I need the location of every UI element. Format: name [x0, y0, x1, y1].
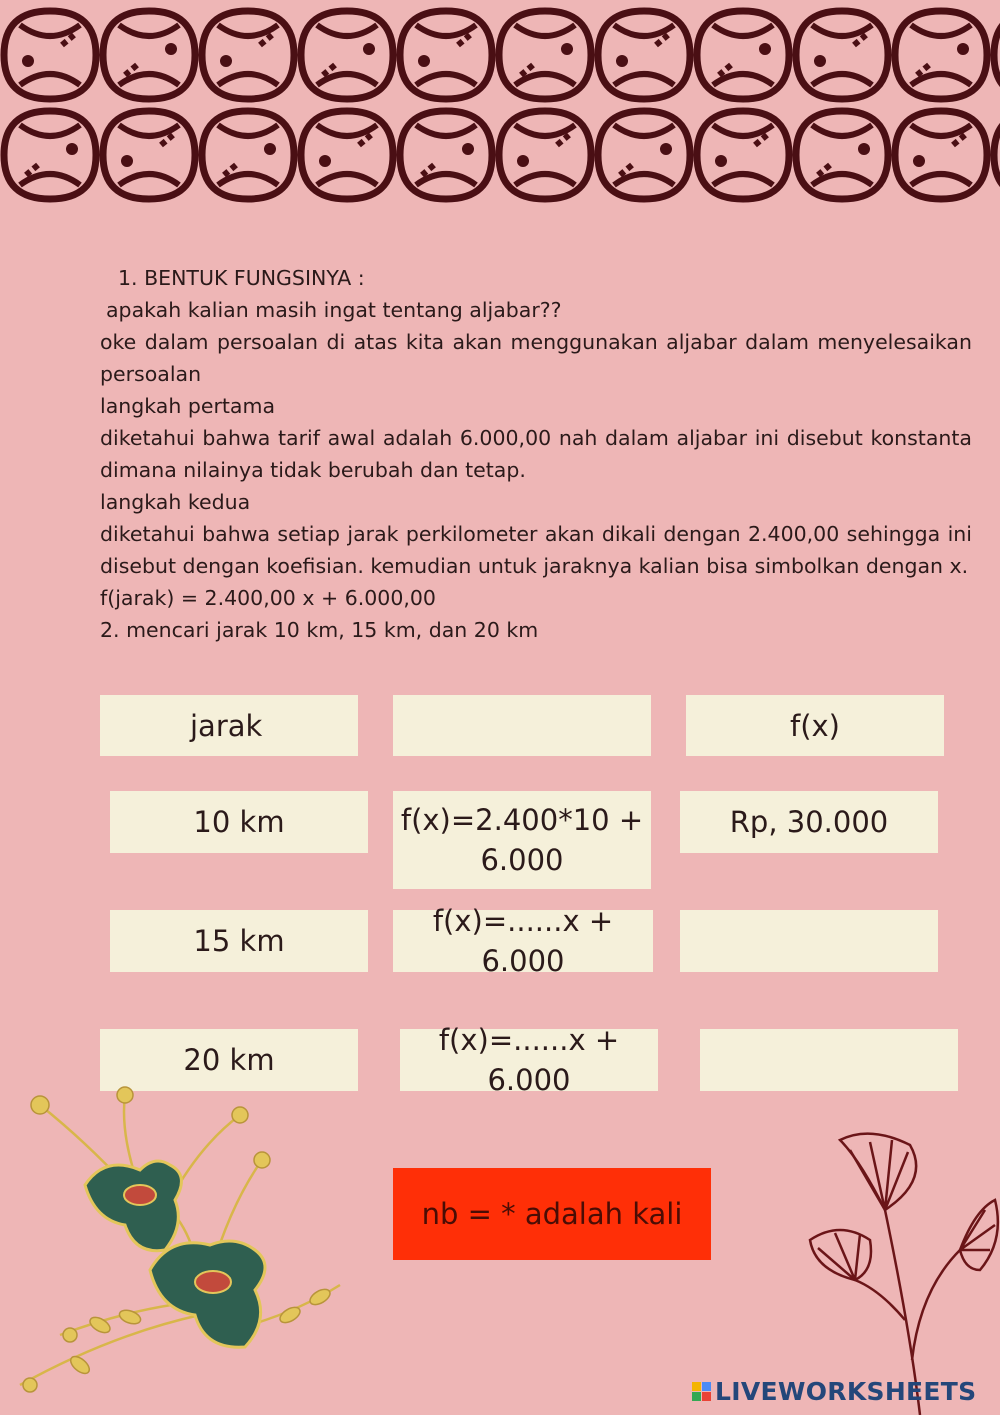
row3-result-input[interactable]: [700, 1028, 958, 1092]
row3-jarak-label: 20 km: [183, 1043, 275, 1077]
row2-result-input[interactable]: [680, 909, 938, 973]
row1-formula: [393, 791, 651, 889]
text-line: apakah kalian masih ingat tentang aljabar??: [106, 298, 562, 322]
row1-formula-line2: 6.000: [480, 843, 564, 877]
text-line: diketahui bahwa tarif awal adalah 6.000,00 nah dalam aljabar ini disebut konstanta dimana nilainya tidak berubah dan tetap.: [100, 426, 972, 482]
row1-formula-line1: f(x)=2.400*10 +: [400, 803, 644, 837]
batik-motif: [400, 11, 492, 99]
batik-motif: [499, 11, 591, 99]
header-fx: [686, 695, 944, 756]
batik-motif: [598, 11, 690, 99]
row3-formula-label: f(x)=......x + 6.000: [438, 1023, 620, 1097]
row3-formula: [400, 1023, 658, 1097]
batik-motif: [994, 11, 1000, 99]
batik-motif: [697, 111, 789, 199]
batik-motif: [895, 111, 987, 199]
function-formula: f(jarak) = 2.400,00 x + 6.000,00: [100, 586, 436, 610]
liveworksheets-logo-icon: [692, 1382, 711, 1401]
batik-motif: [301, 11, 393, 99]
batik-motif: [400, 111, 492, 199]
text-line: oke dalam persoalan di atas kita akan menggunakan aljabar dalam menyelesaikan persoalan: [100, 330, 972, 386]
header-jarak-label: jarak: [190, 708, 263, 743]
batik-motif: [697, 11, 789, 99]
batik-motif: [301, 111, 393, 199]
row2-formula: [393, 904, 653, 978]
logo-text: LIVEWORKSHEETS: [715, 1376, 977, 1406]
batik-motif: [994, 111, 1000, 199]
row3-result-field[interactable]: [700, 1029, 958, 1091]
row2-result-field[interactable]: [680, 910, 938, 972]
batik-motif: [796, 111, 888, 199]
header-blank: [393, 695, 651, 756]
batik-motif: [895, 11, 987, 99]
batik-motif: [796, 11, 888, 99]
batik-motif: [4, 111, 96, 199]
liveworksheets-logo: [692, 1376, 976, 1406]
row1-jarak-label: 10 km: [193, 805, 285, 839]
section-heading-2: 2. mencari jarak 10 km, 15 km, dan 20 km: [100, 618, 539, 642]
batik-motif: [598, 111, 690, 199]
section-heading: 1. BENTUK FUNGSINYA :: [118, 266, 365, 290]
row1-jarak: [110, 791, 368, 853]
row3-jarak: [100, 1029, 358, 1091]
note-text: nb = * adalah kali: [421, 1197, 683, 1231]
batik-motif: [202, 111, 294, 199]
flower-illustration: [0, 1085, 360, 1415]
row1-result: [680, 791, 938, 853]
row1-result-label: Rp, 30.000: [729, 805, 889, 839]
batik-border-pattern: [0, 0, 1000, 212]
batik-motif: [4, 11, 96, 99]
text-line: langkah pertama: [100, 394, 276, 418]
batik-motif: [103, 111, 195, 199]
row2-formula-label: f(x)=......x + 6.000: [432, 904, 614, 978]
note-box: [393, 1168, 711, 1260]
batik-motif: [202, 11, 294, 99]
ginkgo-leaf-illustration: [800, 1130, 1000, 1415]
row2-jarak: [110, 910, 368, 972]
batik-motif: [499, 111, 591, 199]
text-line: diketahui bahwa setiap jarak perkilometer akan dikali dengan 2.400,00 sehingga ini disebut dengan koefisian. kemudian untuk jaraknya kalian bisa simbolkan dengan x.: [100, 522, 972, 578]
header-jarak: [100, 695, 358, 756]
batik-motif: [103, 11, 195, 99]
row2-jarak-label: 15 km: [193, 924, 285, 958]
instruction-text: [100, 262, 972, 646]
text-line: langkah kedua: [100, 490, 251, 514]
header-fx-label: f(x): [790, 708, 840, 743]
